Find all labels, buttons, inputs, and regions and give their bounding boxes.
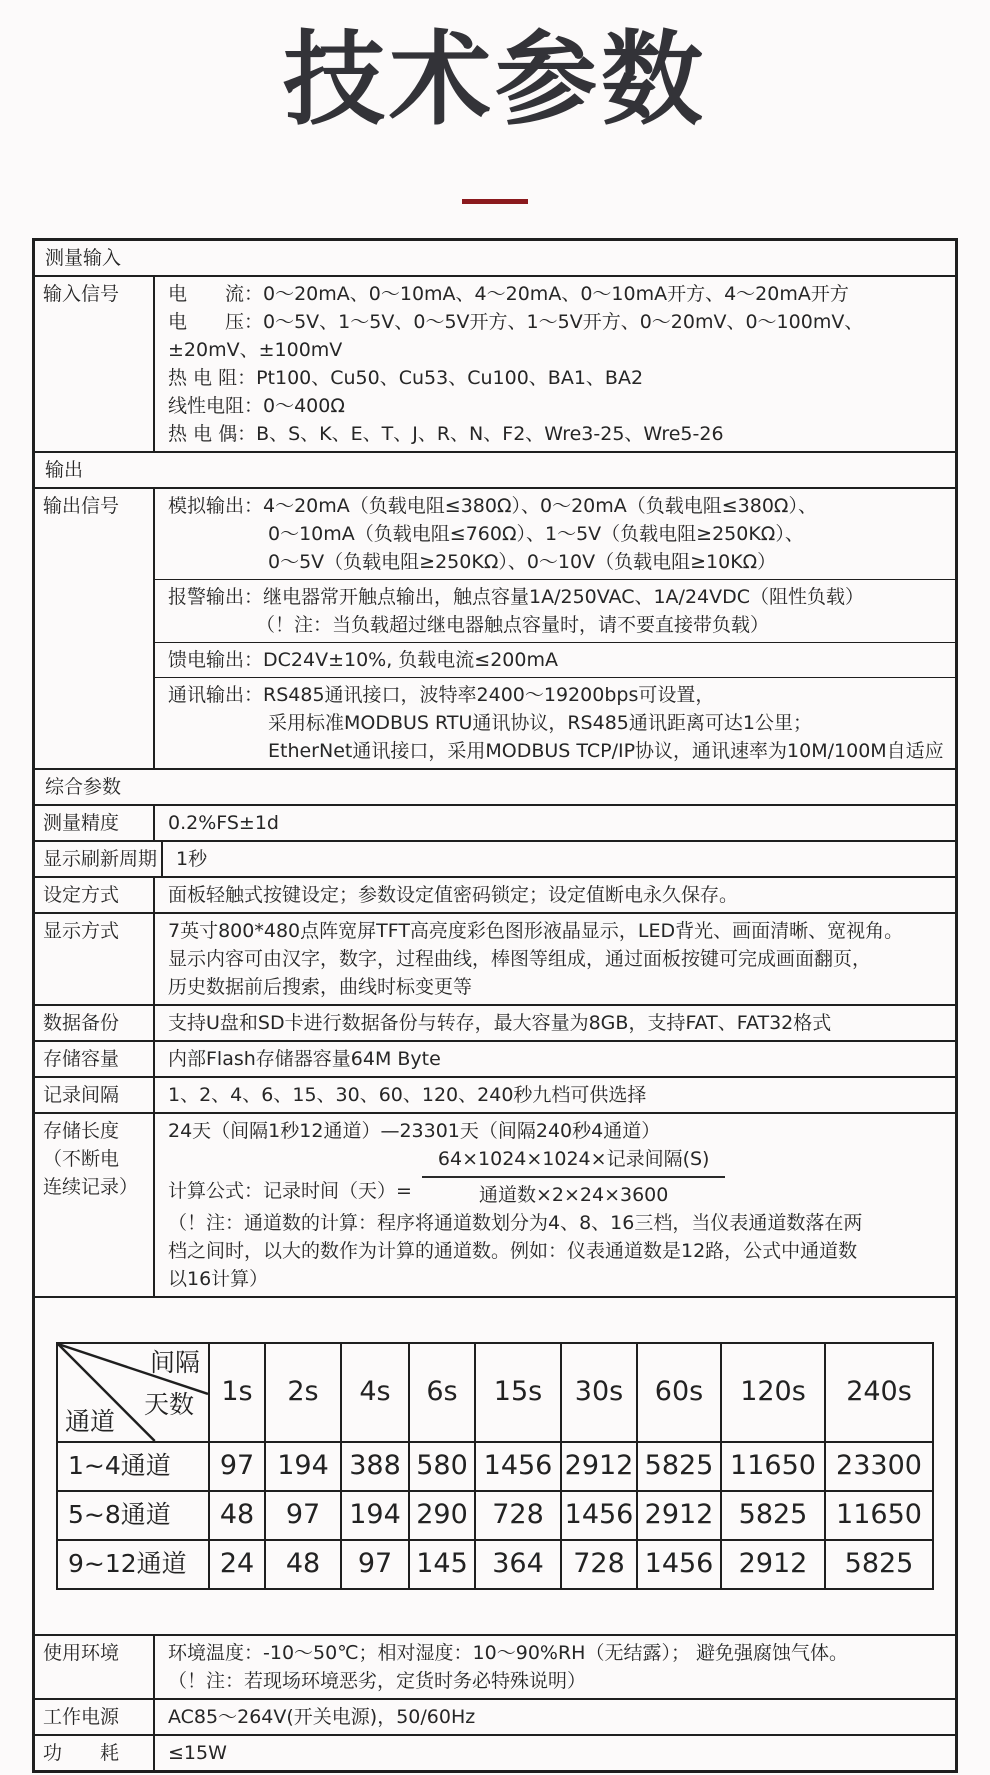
formula-prefix: 计算公式：记录时间（天）= [168,1179,412,1202]
text-line: 以16计算） [168,1267,269,1290]
text-line: 显示内容可由汉字，数字，过程曲线，棒图等组成，通过面板按键可完成画面翻页， [168,947,872,970]
table-cell: 194 [341,1491,409,1540]
text-line: 热 电 阻：Pt100、Cu50、Cu53、Cu100、BA1、BA2 [168,366,644,389]
interval-days-table [56,1342,934,1590]
table-cell: 145 [409,1540,475,1589]
text-line: 0～10mA（负载电阻≤760Ω）、1～5V（负载电阻≥250KΩ）、 [268,522,804,545]
row-label-refresh: 显示刷新周期 [35,842,163,876]
row-label-display: 显示方式 [35,914,155,1004]
text-line: 24天（间隔1秒12通道）—23301天（间隔240秒4通道） [168,1119,661,1142]
row-power [35,1698,955,1734]
interval-table-wrapper [35,1298,955,1634]
column-header: 1s [209,1343,265,1442]
corner-label-days: 天数 [143,1389,194,1419]
subcell-alarm-output [155,579,955,642]
text-line: 馈电输出：DC24V±10%, 负载电流≤200mA [168,648,558,671]
row-value-consumption: ≤15W [168,1741,227,1764]
table-cell: 5825 [721,1491,825,1540]
column-header: 6s [409,1343,475,1442]
table-cell: 23300 [825,1442,933,1491]
table-cell: 11650 [825,1491,933,1540]
row-value-capacity: 内部Flash存储器容量64M Byte [168,1047,441,1070]
table-cell: 5825 [825,1540,933,1589]
table-cell: 364 [475,1540,561,1589]
page-title: 技术参数 [283,21,707,140]
table-cell: 97 [265,1491,341,1540]
corner-label-channel: 通道 [65,1406,116,1436]
table-cell: 97 [209,1442,265,1491]
text-line: ±20mV、±100mV [168,338,343,361]
row-label-storage-length [35,1114,155,1296]
row-label-record-interval: 记录间隔 [35,1078,155,1112]
row-header-channels-9-12: 9~12通道 [57,1540,209,1589]
row-label-power: 工作电源 [35,1700,155,1734]
section-header-general: 综合参数 [35,768,955,804]
text-line: （！注：通道数的计算：程序将通道数划分为4、8、16三档，当仪表通道数落在两 [168,1211,863,1234]
row-record-interval [35,1076,955,1112]
table-cell: 194 [265,1442,341,1491]
table-cell: 11650 [721,1442,825,1491]
text-line: 报警输出：继电器常开触点输出，触点容量1A/250VAC、1A/24VDC（阻性负载） [168,585,865,608]
table-cell: 1456 [475,1442,561,1491]
row-value-input-signal [155,277,955,451]
row-value-storage-length [155,1114,955,1296]
storage-formula [168,1145,949,1209]
subcell-comm-output [155,677,955,768]
table-cell: 2912 [561,1442,637,1491]
text-line: 线性电阻：0～400Ω [168,394,345,417]
row-value-display [155,914,955,1004]
diagonal-corner-cell [57,1343,209,1442]
column-header: 15s [475,1343,561,1442]
column-header: 30s [561,1343,637,1442]
row-value-accuracy: 0.2%FS±1d [168,811,279,834]
row-value-record-interval: 1、2、4、6、15、30、60、120、240秒九档可供选择 [168,1083,647,1106]
row-label-accuracy: 测量精度 [35,806,155,840]
text-line: 采用标准MODBUS RTU通讯协议，RS485通讯距离可达1公里； [268,711,812,734]
row-refresh [35,840,955,876]
formula-numerator: 64×1024×1024×记录间隔(S) [422,1145,726,1178]
row-value-setting: 面板轻触式按键设定；参数设定值密码锁定；设定值断电永久保存。 [168,883,739,906]
formula-fraction [422,1145,726,1209]
text-line: 连续记录） [43,1175,139,1198]
row-label-setting: 设定方式 [35,878,155,912]
title-underline [462,199,528,204]
row-environment [35,1634,955,1698]
table-cell: 24 [209,1540,265,1589]
spec-table [32,238,958,1773]
text-line: 0～5V（负载电阻≥250KΩ）、0～10V（负载电阻≥10KΩ） [268,550,777,573]
row-setting [35,876,955,912]
column-header: 4s [341,1343,409,1442]
text-line: 7英寸800*480点阵宽屏TFT高亮度彩色图形液晶显示，LED背光、画面清晰、宽视角。 [168,919,904,942]
row-interval-table [35,1296,955,1634]
column-header: 60s [637,1343,721,1442]
table-cell: 728 [561,1540,637,1589]
text-line: 历史数据前后搜索，曲线时标变更等 [168,975,473,998]
table-cell: 580 [409,1442,475,1491]
text-line: 通讯输出：RS485通讯接口，波特率2400～19200bps可设置， [168,683,715,706]
row-header-channels-1-4: 1~4通道 [57,1442,209,1491]
row-value-refresh: 1秒 [176,847,208,870]
row-label-consumption: 功 耗 [35,1736,155,1770]
row-backup [35,1004,955,1040]
column-header: 240s [825,1343,933,1442]
row-value-backup: 支持U盘和SD卡进行数据备份与转存，最大容量为8GB，支持FAT、FAT32格式 [168,1011,832,1034]
table-cell: 388 [341,1442,409,1491]
text-line: （！注：若现场环境恶劣，定货时务必特殊说明） [168,1669,587,1692]
table-row [57,1540,933,1589]
text-line: 存储长度 [43,1119,120,1142]
text-line: 热 电 偶：B、S、K、E、T、J、R、N、F2、Wre3-25、Wre5-26 [168,422,724,445]
table-cell: 97 [341,1540,409,1589]
table-cell: 48 [209,1491,265,1540]
row-input-signal [35,275,955,451]
table-cell: 48 [265,1540,341,1589]
table-cell: 2912 [637,1491,721,1540]
row-label-environment: 使用环境 [35,1636,155,1698]
text-line: 电 压：0～5V、1～5V、0～5V开方、1～5V开方、0～20mV、0～100mV、 [168,310,864,333]
corner-label-interval: 间隔 [149,1347,200,1377]
formula-denominator: 通道数×2×24×3600 [478,1183,669,1206]
text-line: 档之间时，以大的数作为计算的通道数。例如：仪表通道数是12路，公式中通道数 [168,1239,858,1262]
row-label-input-signal: 输入信号 [35,277,155,451]
text-line: EtherNet通讯接口，采用MODBUS TCP/IP协议，通讯速率为10M/100M自适应 [268,739,944,762]
table-cell: 1456 [561,1491,637,1540]
row-value-environment [155,1636,955,1698]
row-label-output-signal: 输出信号 [35,489,155,768]
table-cell: 5825 [637,1442,721,1491]
text-line: （不断电 [43,1147,120,1170]
section-header-measure-input: 测量输入 [45,246,122,269]
row-output-signal [35,487,955,768]
table-cell: 2912 [721,1540,825,1589]
row-header-channels-5-8: 5~8通道 [57,1491,209,1540]
table-row [57,1491,933,1540]
section-header-output: 输出 [35,451,955,487]
row-storage-length [35,1112,955,1296]
column-header: 120s [721,1343,825,1442]
subcell-feed-output [155,642,955,677]
interval-table-header-row [57,1343,933,1442]
table-row [57,1442,933,1491]
row-display [35,912,955,1004]
output-signal-subcells [155,489,955,768]
text-line: （！注：当负载超过继电器触点容量时，请不要直接带负载） [256,613,770,636]
row-label-backup: 数据备份 [35,1006,155,1040]
row-label-capacity: 存储容量 [35,1042,155,1076]
row-capacity [35,1040,955,1076]
table-cell: 728 [475,1491,561,1540]
table-cell: 1456 [637,1540,721,1589]
text-line: 电 流：0～20mA、0～10mA、4～20mA、0～10mA开方、4～20mA开方 [168,282,849,305]
row-accuracy [35,804,955,840]
text-line: 环境温度：-10～50℃；相对湿度：10～90%RH（无结露）； 避免强腐蚀气体。 [168,1641,848,1664]
row-value-power: AC85～264V(开关电源)，50/60Hz [168,1705,476,1728]
table-cell: 290 [409,1491,475,1540]
row-consumption [35,1734,955,1770]
text-line: 模拟输出：4～20mA（负载电阻≤380Ω）、0～20mA（负载电阻≤380Ω）、 [168,494,817,517]
column-header: 2s [265,1343,341,1442]
subcell-analog-output [155,489,955,579]
